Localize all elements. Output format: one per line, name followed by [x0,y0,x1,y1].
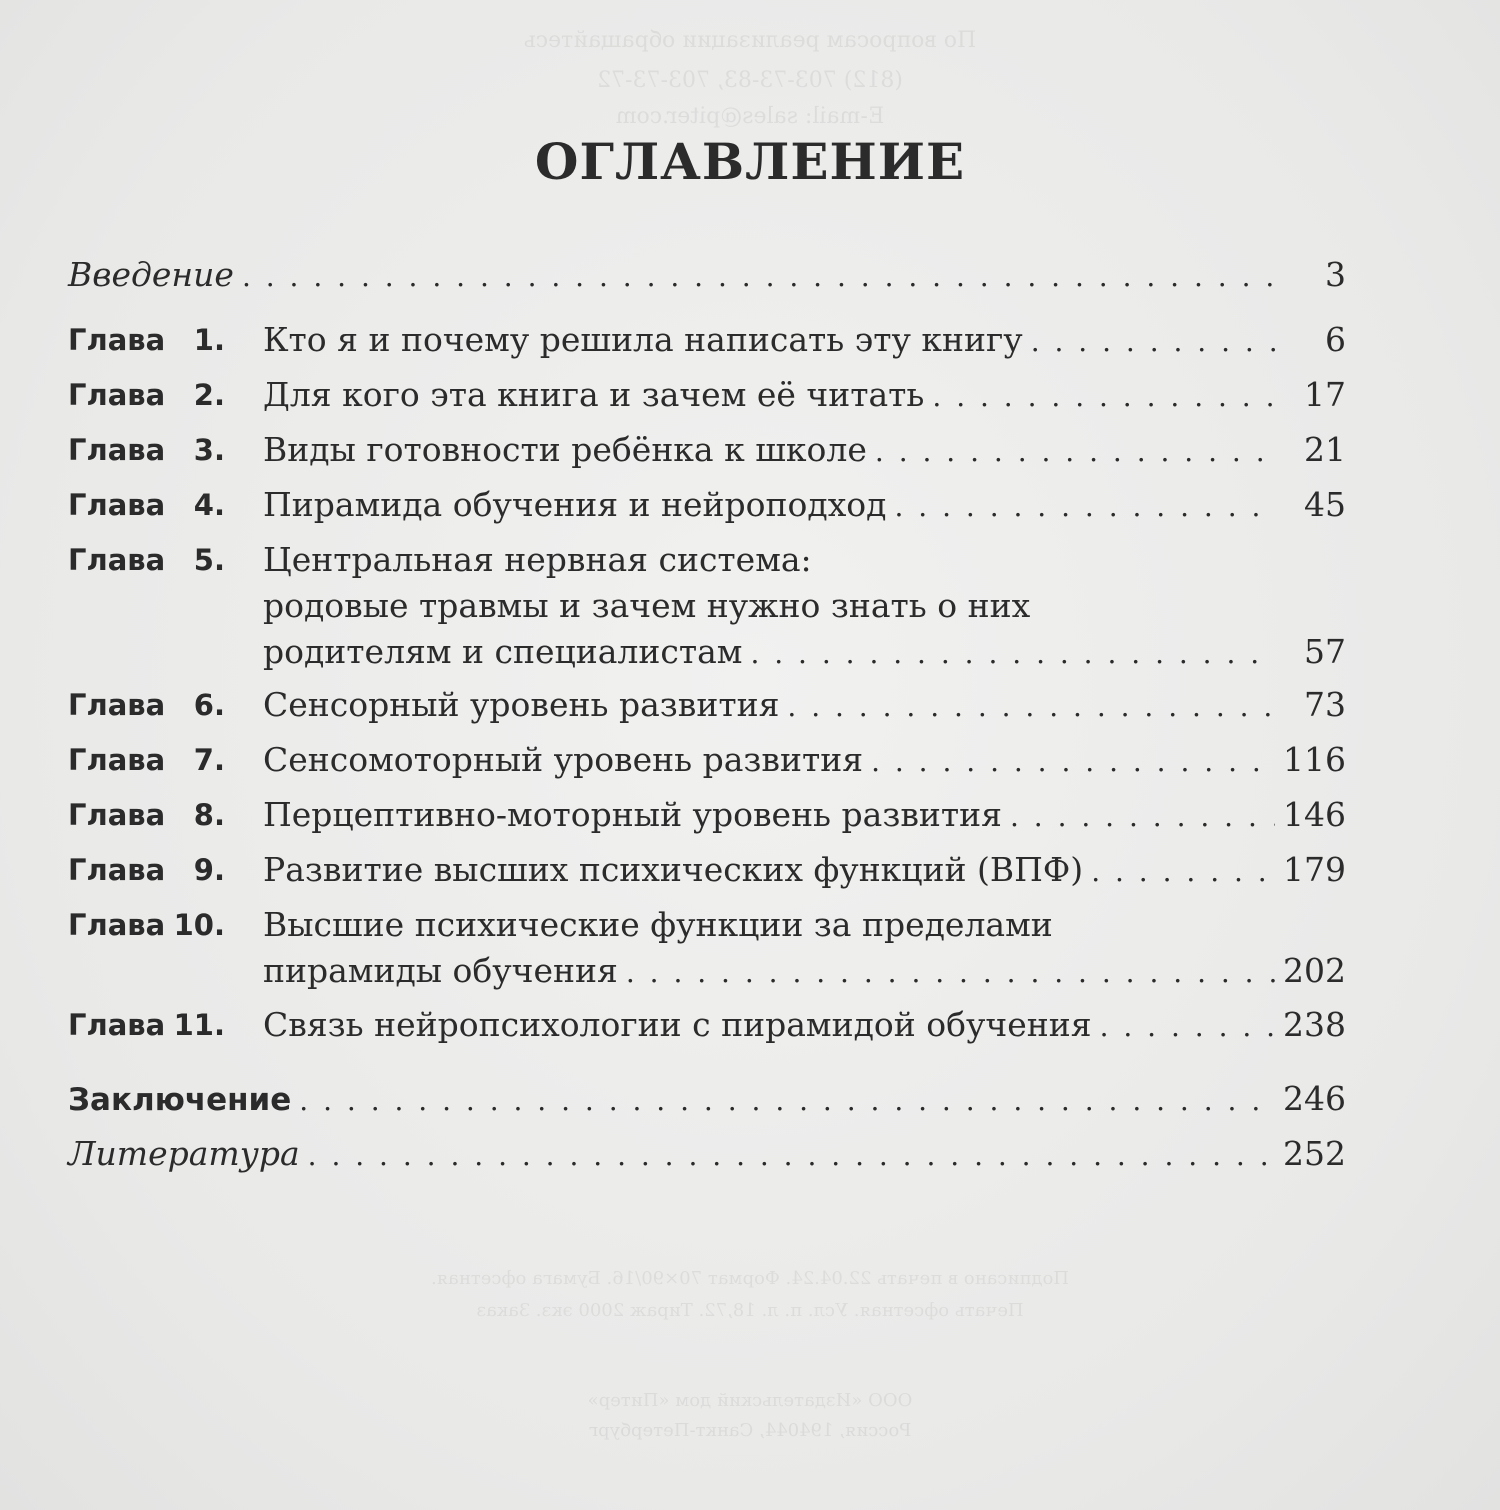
toc-entry-title: Введение [68,255,234,294]
dot-leader [787,684,1276,730]
bleed-through-text: ООО «Издательский дом «Питер» [587,1390,913,1411]
chapter-label: Глава [68,323,166,357]
chapter-label: Глава [68,908,166,942]
chapter-label: Глава [68,433,166,467]
page-number: 17 [1304,375,1346,414]
page-number: 246 [1283,1079,1346,1118]
toc-entry-title: Заключение [68,1082,292,1118]
toc-entry-title: Сенсорный уровень развития [263,685,780,724]
toc-entry-title: Для кого эта книга и зачем её читать [263,375,925,414]
chapter-number: 10. [173,908,225,942]
toc-entry-title: Виды готовности ребёнка к школе [263,430,867,469]
chapter-label: Глава [68,688,166,722]
bleed-through-text: E-mail: sales@piter.com [615,104,885,129]
toc-entry-title-line: родителям и специалистам [263,632,743,671]
dot-leader [932,374,1276,420]
dot-leader [1100,1004,1275,1050]
chapter-label: Глава [68,378,166,412]
dot-leader [626,950,1275,996]
chapter-label: Глава [68,1008,166,1042]
page-number: 238 [1283,1005,1346,1044]
page-number: 45 [1304,485,1346,524]
dot-leader [750,631,1276,677]
toc-entry-title: Связь нейропсихологии с пирамидой обучения [263,1005,1092,1044]
chapter-number: 2. [193,378,225,412]
toc-entry-title: Литература [68,1134,300,1173]
toc-entry-title-line: родовые травмы и зачем нужно знать о них [263,586,1031,625]
toc-entry-title: Перцептивно-моторный уровень развития [263,795,1002,834]
bleed-through-text: Печать офсетная. Усл. п. л. 18,72. Тираж 2000 экз. Заказ [476,1300,1024,1321]
toc-entry-title-line: Высшие психические функции за пределами [263,905,1053,944]
dot-leader [895,484,1277,530]
chapter-label: Глава [68,743,166,777]
toc-entry-title-line: Центральная нервная система: [263,540,812,579]
bleed-through-text: Россия, 194044, Санкт-Петербург [588,1420,912,1441]
chapter-number: 3. [193,433,225,467]
dot-leader [1010,794,1275,840]
page-number: 116 [1283,740,1346,779]
page-number: 146 [1283,795,1346,834]
page-number: 6 [1325,320,1346,359]
dot-leader [242,254,1276,300]
page-number: 73 [1304,685,1346,724]
toc-entry-title: Кто я и почему решила написать эту книгу [263,320,1023,359]
toc-entry-title: Пирамида обучения и нейроподход [263,485,887,524]
dot-leader [875,429,1276,475]
dot-leader [308,1133,1275,1179]
page-number: 21 [1304,430,1346,469]
page-number: 202 [1283,951,1346,990]
toc-entry-title: Сенсомоторный уровень развития [263,740,864,779]
page-title: ОГЛАВЛЕНИЕ [534,132,966,191]
chapter-number: 9. [193,853,225,887]
chapter-label: Глава [68,488,166,522]
dot-leader [1091,849,1275,895]
chapter-number: 7. [193,743,225,777]
toc-entry-title-line: пирамиды обучения [263,951,618,990]
chapter-number: 8. [193,798,225,832]
chapter-number: 6. [193,688,225,722]
page-number: 57 [1304,632,1346,671]
dot-leader [299,1078,1275,1124]
chapter-number: 1. [193,323,225,357]
chapter-number: 5. [193,543,225,577]
dot-leader [1031,319,1276,365]
chapter-label: Глава [68,543,166,577]
bleed-through-text: По вопросам реализации обращайтесь [523,28,977,53]
bleed-through-text: Подписано в печать 22.04.24. Формат 70×90/16. Бумага офсетная. [430,1268,1070,1289]
dot-leader [871,739,1275,785]
chapter-label: Глава [68,798,166,832]
page-number: 252 [1283,1134,1346,1173]
toc-entry-title: Развитие высших психических функций (ВПФ) [263,850,1084,889]
page-number: 3 [1325,255,1346,294]
chapter-number: 11. [173,1008,225,1042]
page-number: 179 [1283,850,1346,889]
chapter-number: 4. [193,488,225,522]
bleed-through-text: (812) 703-73-83, 703-73-72 [597,68,903,93]
chapter-label: Глава [68,853,166,887]
